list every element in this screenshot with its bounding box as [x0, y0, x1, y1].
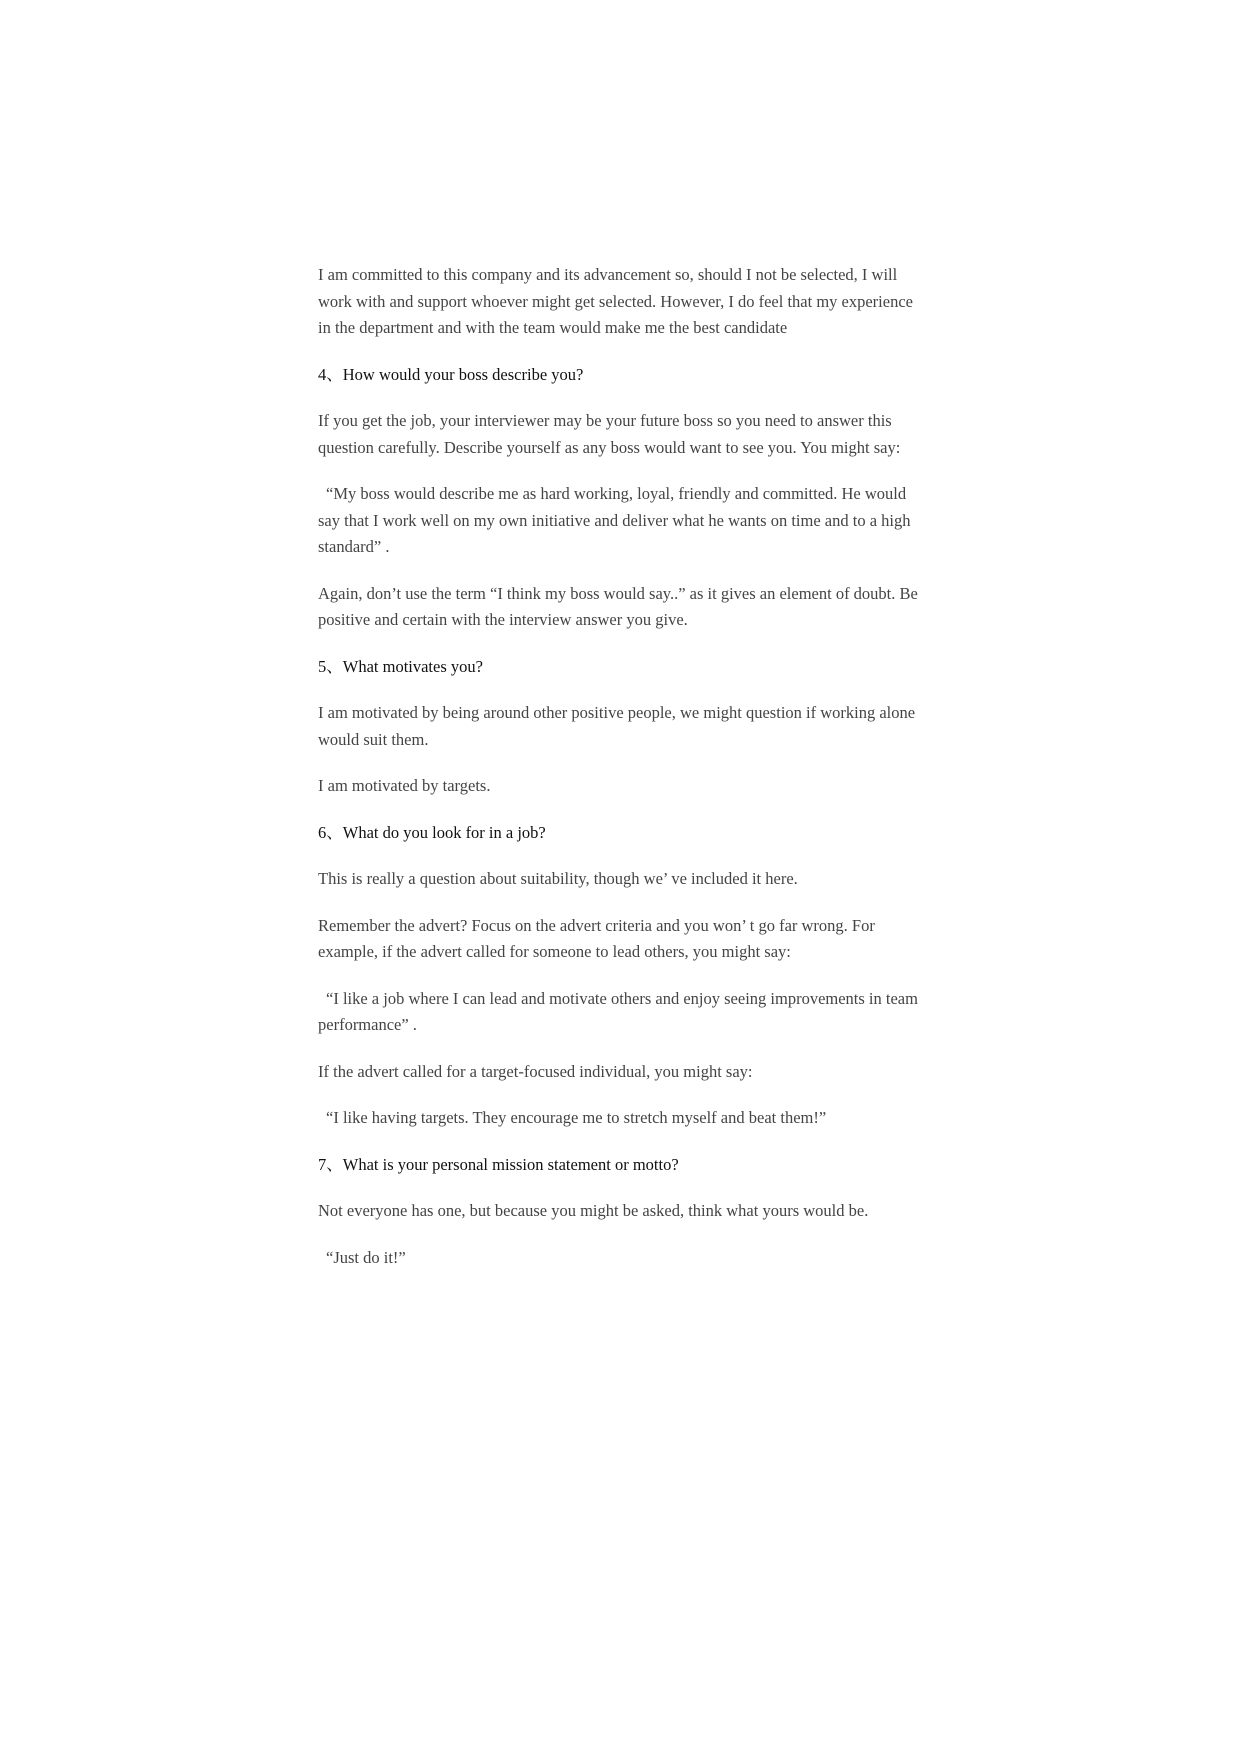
quote-targets: “I like having targets. They encourage me to stretch myself and beat them!”	[326, 1108, 827, 1127]
quote-lead-others: “I like a job where I can lead and motivate others and enjoy seeing improvements in team performance” .	[318, 988, 918, 1034]
paragraph-boss-advice: Again, don’t use the term “I think my boss would say..” as it gives an element of doubt. Be positive and certain with the interview answer you give.	[318, 583, 918, 629]
quote-motto: “Just do it!”	[326, 1247, 406, 1267]
question-heading-6: 6、What do you look for in a job?	[318, 822, 546, 842]
paragraph-motivation-people: I am motivated by being around other positive people, we might question if working alone would suit them.	[318, 703, 916, 749]
paragraph-advert: Remember the advert? Focus on the advert criteria and you won’ t go far wrong. For example, if the advert called for someone to lead others, you might say:	[318, 915, 875, 961]
paragraph-target-focused: If the advert called for a target-focused individual, you might say:	[318, 1061, 753, 1081]
question-heading-7: 7、What is your personal mission statement or motto?	[318, 1154, 679, 1174]
question-heading-4: 4、How would your boss describe you?	[318, 364, 584, 384]
paragraph-mission: Not everyone has one, but because you might be asked, think what yours would be.	[318, 1201, 869, 1220]
paragraph-commitment: I am committed to this company and its advancement so, should I not be selected, I will work with and support whoever might get selected. However, I do feel that my experience in the department and with the team would make me the best candidate	[318, 265, 913, 337]
paragraph-boss-intro: If you get the job, your interviewer may be your future boss so you need to answer this question carefully. Describe yourself as any boss would want to see you. You might say:	[318, 411, 901, 457]
question-heading-5: 5、What motivates you?	[318, 656, 483, 676]
quote-boss-description: “My boss would describe me as hard working, loyal, friendly and committed. He would say that I work well on my own initiative and deliver what he wants on time and to a high standard” .	[318, 484, 911, 556]
paragraph-motivation-targets: I am motivated by targets.	[318, 776, 491, 795]
document-body	[318, 262, 928, 1291]
paragraph-suitability: This is really a question about suitability, though we’ ve included it here.	[318, 869, 798, 888]
